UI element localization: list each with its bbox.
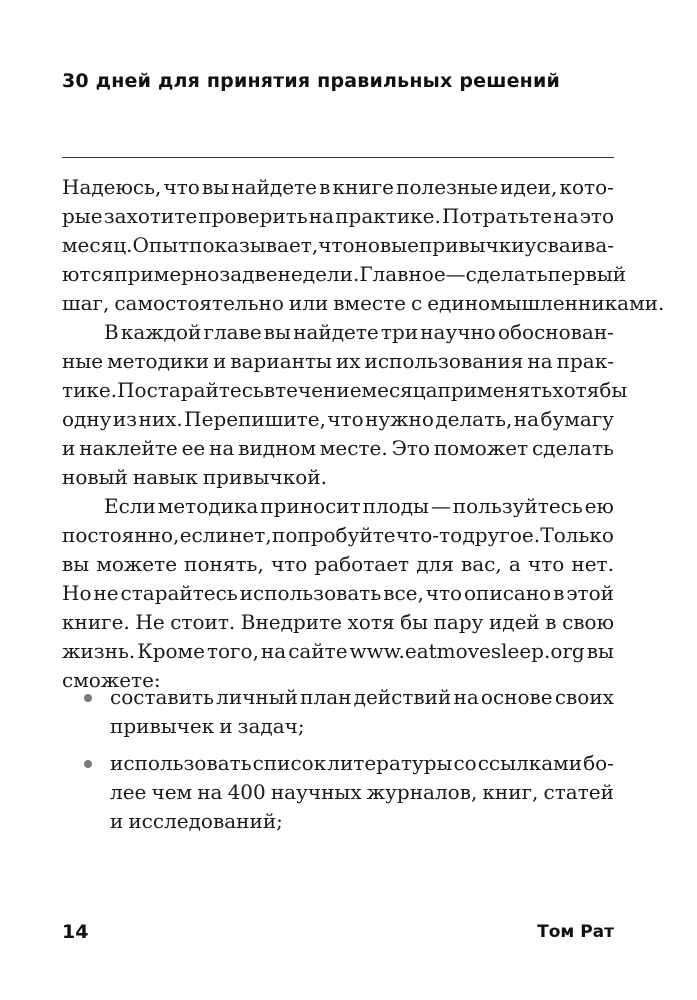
bullet-item xyxy=(62,683,614,741)
text-line: вы можете понять, что работает для вас, а что нет. xyxy=(62,552,614,576)
text-line: привычек и задач; xyxy=(110,714,305,738)
paragraph xyxy=(62,173,665,318)
header-divider xyxy=(62,157,614,158)
bullet-item xyxy=(62,749,614,836)
text-line: жизнь. Кроме того, на сайте www.eatmovesleep.org вы xyxy=(62,639,614,663)
text-line: Надеюсь, что вы найдете в книге полезные идеи, кото- xyxy=(62,175,614,199)
running-footer-author: Том Рат xyxy=(537,922,614,942)
bullet-list xyxy=(62,683,614,844)
text-line: ются примерно за две недели. Главное — сделать первый xyxy=(62,262,627,286)
text-line: новый навык привычкой. xyxy=(62,465,327,489)
text-line: месяц. Опыт показывает, что новые привычки усваива- xyxy=(62,233,615,257)
text-line: рые захотите проверить на практике. Потратьте на это xyxy=(62,204,614,228)
text-line: постоянно, если нет, попробуйте что-то другое. Только xyxy=(62,523,614,547)
page-number: 14 xyxy=(62,921,89,943)
text-line: ные методики и варианты их использования на прак- xyxy=(62,349,614,373)
paragraph xyxy=(62,318,628,492)
text-line: и наклейте ее на видном месте. Это поможет сделать xyxy=(62,436,614,460)
paragraph xyxy=(62,492,614,695)
text-line: лее чем на 400 научных журналов, книг, статей xyxy=(110,780,614,804)
text-line: тике. Постарайтесь в течение месяца применять хотя бы xyxy=(62,378,628,402)
text-line: В каждой главе вы найдете три научно обоснован- xyxy=(104,320,614,344)
text-line: Но не старайтесь использовать все, что описано в этой xyxy=(62,581,614,605)
text-line: шаг, самостоятельно или вместе с единомышленниками. xyxy=(62,291,665,315)
bullet-dot-icon xyxy=(84,760,92,768)
text-line: и исследований; xyxy=(110,809,283,833)
running-header-title: 30 дней для принятия правильных решений xyxy=(62,70,561,92)
text-line: Если методика приносит плоды — пользуйтесь ею xyxy=(104,494,614,518)
text-line: сможете: xyxy=(62,668,161,692)
text-line: книге. Не стоит. Внедрите хотя бы пару идей в свою xyxy=(62,610,614,634)
bullet-dot-icon xyxy=(84,694,92,702)
body-text xyxy=(62,173,665,695)
text-line: использовать список литературы со ссылками бо- xyxy=(110,751,614,775)
text-line: составить личный план действий на основе своих xyxy=(110,685,614,709)
text-line: одну из них. Перепишите, что нужно делать, на бумагу xyxy=(62,407,614,431)
